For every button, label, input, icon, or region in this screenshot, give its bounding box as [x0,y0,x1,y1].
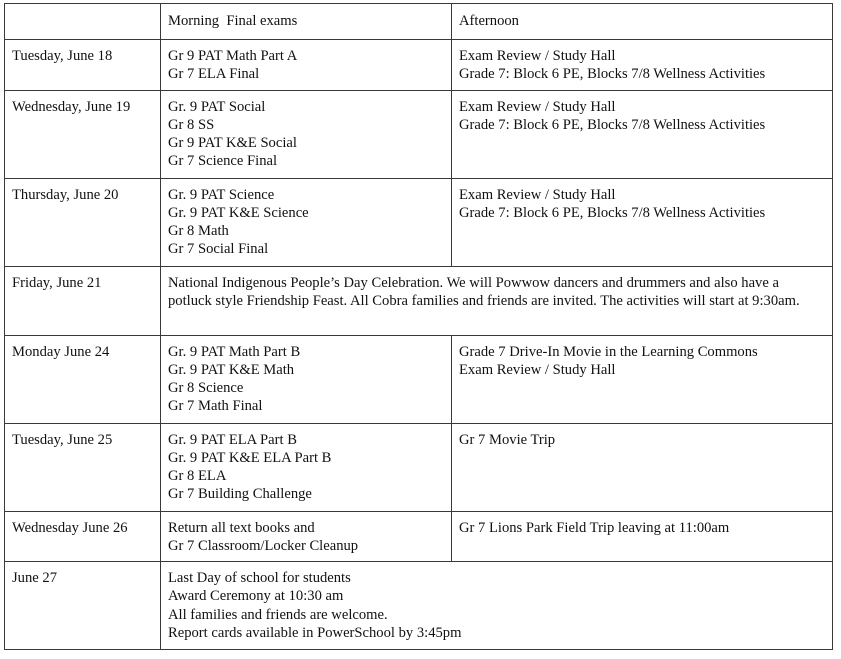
header-afternoon-label: Afternoon [459,13,519,29]
date-label: Thursday, June 20 [12,186,119,203]
morning-item: Gr. 9 PAT Science [168,186,275,203]
afternoon-item: Grade 7 Drive-In Movie in the Learning Commons [459,343,758,360]
morning-item: Gr 8 ELA [168,468,227,485]
morning-cell [161,335,452,423]
morning-item: Gr. 9 PAT K&E Science [168,204,309,221]
table-row [5,562,833,650]
merged-cell [161,562,833,650]
header-morning-cell [161,4,452,40]
morning-item: Gr 9 PAT Math Part A [168,48,298,64]
afternoon-cell [452,178,833,266]
afternoon-item: Exam Review / Study Hall [459,48,616,64]
table-row [5,266,833,335]
date-cell [5,90,161,178]
date-cell [5,266,161,335]
morning-cell [161,178,452,266]
morning-item: Gr 8 Math [168,223,229,240]
morning-cell [161,90,452,178]
morning-item: Gr. 9 PAT K&E Math [168,361,295,378]
event-line: All families and friends are welcome. [168,606,388,623]
date-cell [5,178,161,266]
morning-item: Return all text books and [168,519,315,536]
event-description: National Indigenous People’s Day Celebration. We will Powwow dancers and drummers and also have a potluck style Friendship Feast. All Cobra families and friends are invited. The activities will start at 9:30am. [168,274,800,309]
afternoon-item: Gr 7 Movie Trip [459,431,556,448]
event-line: Award Ceremony at 10:30 am [168,588,344,605]
afternoon-cell [452,40,833,91]
date-cell [5,562,161,650]
date-label: Wednesday June 26 [12,519,128,536]
schedule-table [4,3,833,650]
morning-cell [161,40,452,91]
afternoon-cell [452,423,833,511]
morning-item: Gr. 9 PAT K&E ELA Part B [168,449,332,466]
table-row [5,40,833,91]
afternoon-cell [452,90,833,178]
date-cell [5,40,161,91]
event-line: Report cards available in PowerSchool by 3:45pm [168,625,462,642]
morning-item: Gr. 9 PAT Social [168,98,266,115]
header-date-cell [5,4,161,40]
date-label: Wednesday, June 19 [12,98,131,115]
date-label: Tuesday, June 18 [12,48,113,64]
morning-cell [161,423,452,511]
table-row [5,90,833,178]
morning-cell [161,511,452,562]
table-row [5,178,833,266]
date-label: Friday, June 21 [12,274,102,291]
date-cell [5,335,161,423]
header-row [5,4,833,40]
afternoon-item: Exam Review / Study Hall [459,186,616,203]
table-row [5,335,833,423]
morning-item: Gr 7 Social Final [168,241,269,258]
afternoon-cell [452,511,833,562]
date-cell [5,511,161,562]
merged-cell [161,266,833,335]
morning-item: Gr 7 Math Final [168,398,263,415]
afternoon-item: Exam Review / Study Hall [459,98,616,115]
afternoon-item: Grade 7: Block 6 PE, Blocks 7/8 Wellness Activities [459,116,766,133]
morning-item: Gr 7 Science Final [168,153,278,170]
morning-item: Gr 9 PAT K&E Social [168,135,297,152]
afternoon-cell [452,335,833,423]
morning-item: Gr 7 Classroom/Locker Cleanup [168,537,359,554]
afternoon-item: Gr 7 Lions Park Field Trip leaving at 11:00am [459,519,730,536]
afternoon-item: Grade 7: Block 6 PE, Blocks 7/8 Wellness Activities [459,66,766,83]
header-afternoon-cell [452,4,833,40]
afternoon-item: Exam Review / Study Hall [459,361,616,378]
morning-item: Gr 7 ELA Final [168,66,260,83]
morning-item: Gr 8 Science [168,380,244,397]
date-label: Monday June 24 [12,343,110,360]
morning-item: Gr. 9 PAT Math Part B [168,343,301,360]
morning-item: Gr. 9 PAT ELA Part B [168,431,297,448]
event-line: Last Day of school for students [168,570,351,587]
morning-item: Gr 8 SS [168,116,215,133]
date-cell [5,423,161,511]
afternoon-item: Grade 7: Block 6 PE, Blocks 7/8 Wellness Activities [459,204,766,221]
date-label: Tuesday, June 25 [12,431,113,448]
header-morning-label: Morning Final exams [168,13,298,29]
table-row [5,511,833,562]
table-row [5,423,833,511]
morning-item: Gr 7 Building Challenge [168,486,312,503]
date-label: June 27 [12,570,57,587]
